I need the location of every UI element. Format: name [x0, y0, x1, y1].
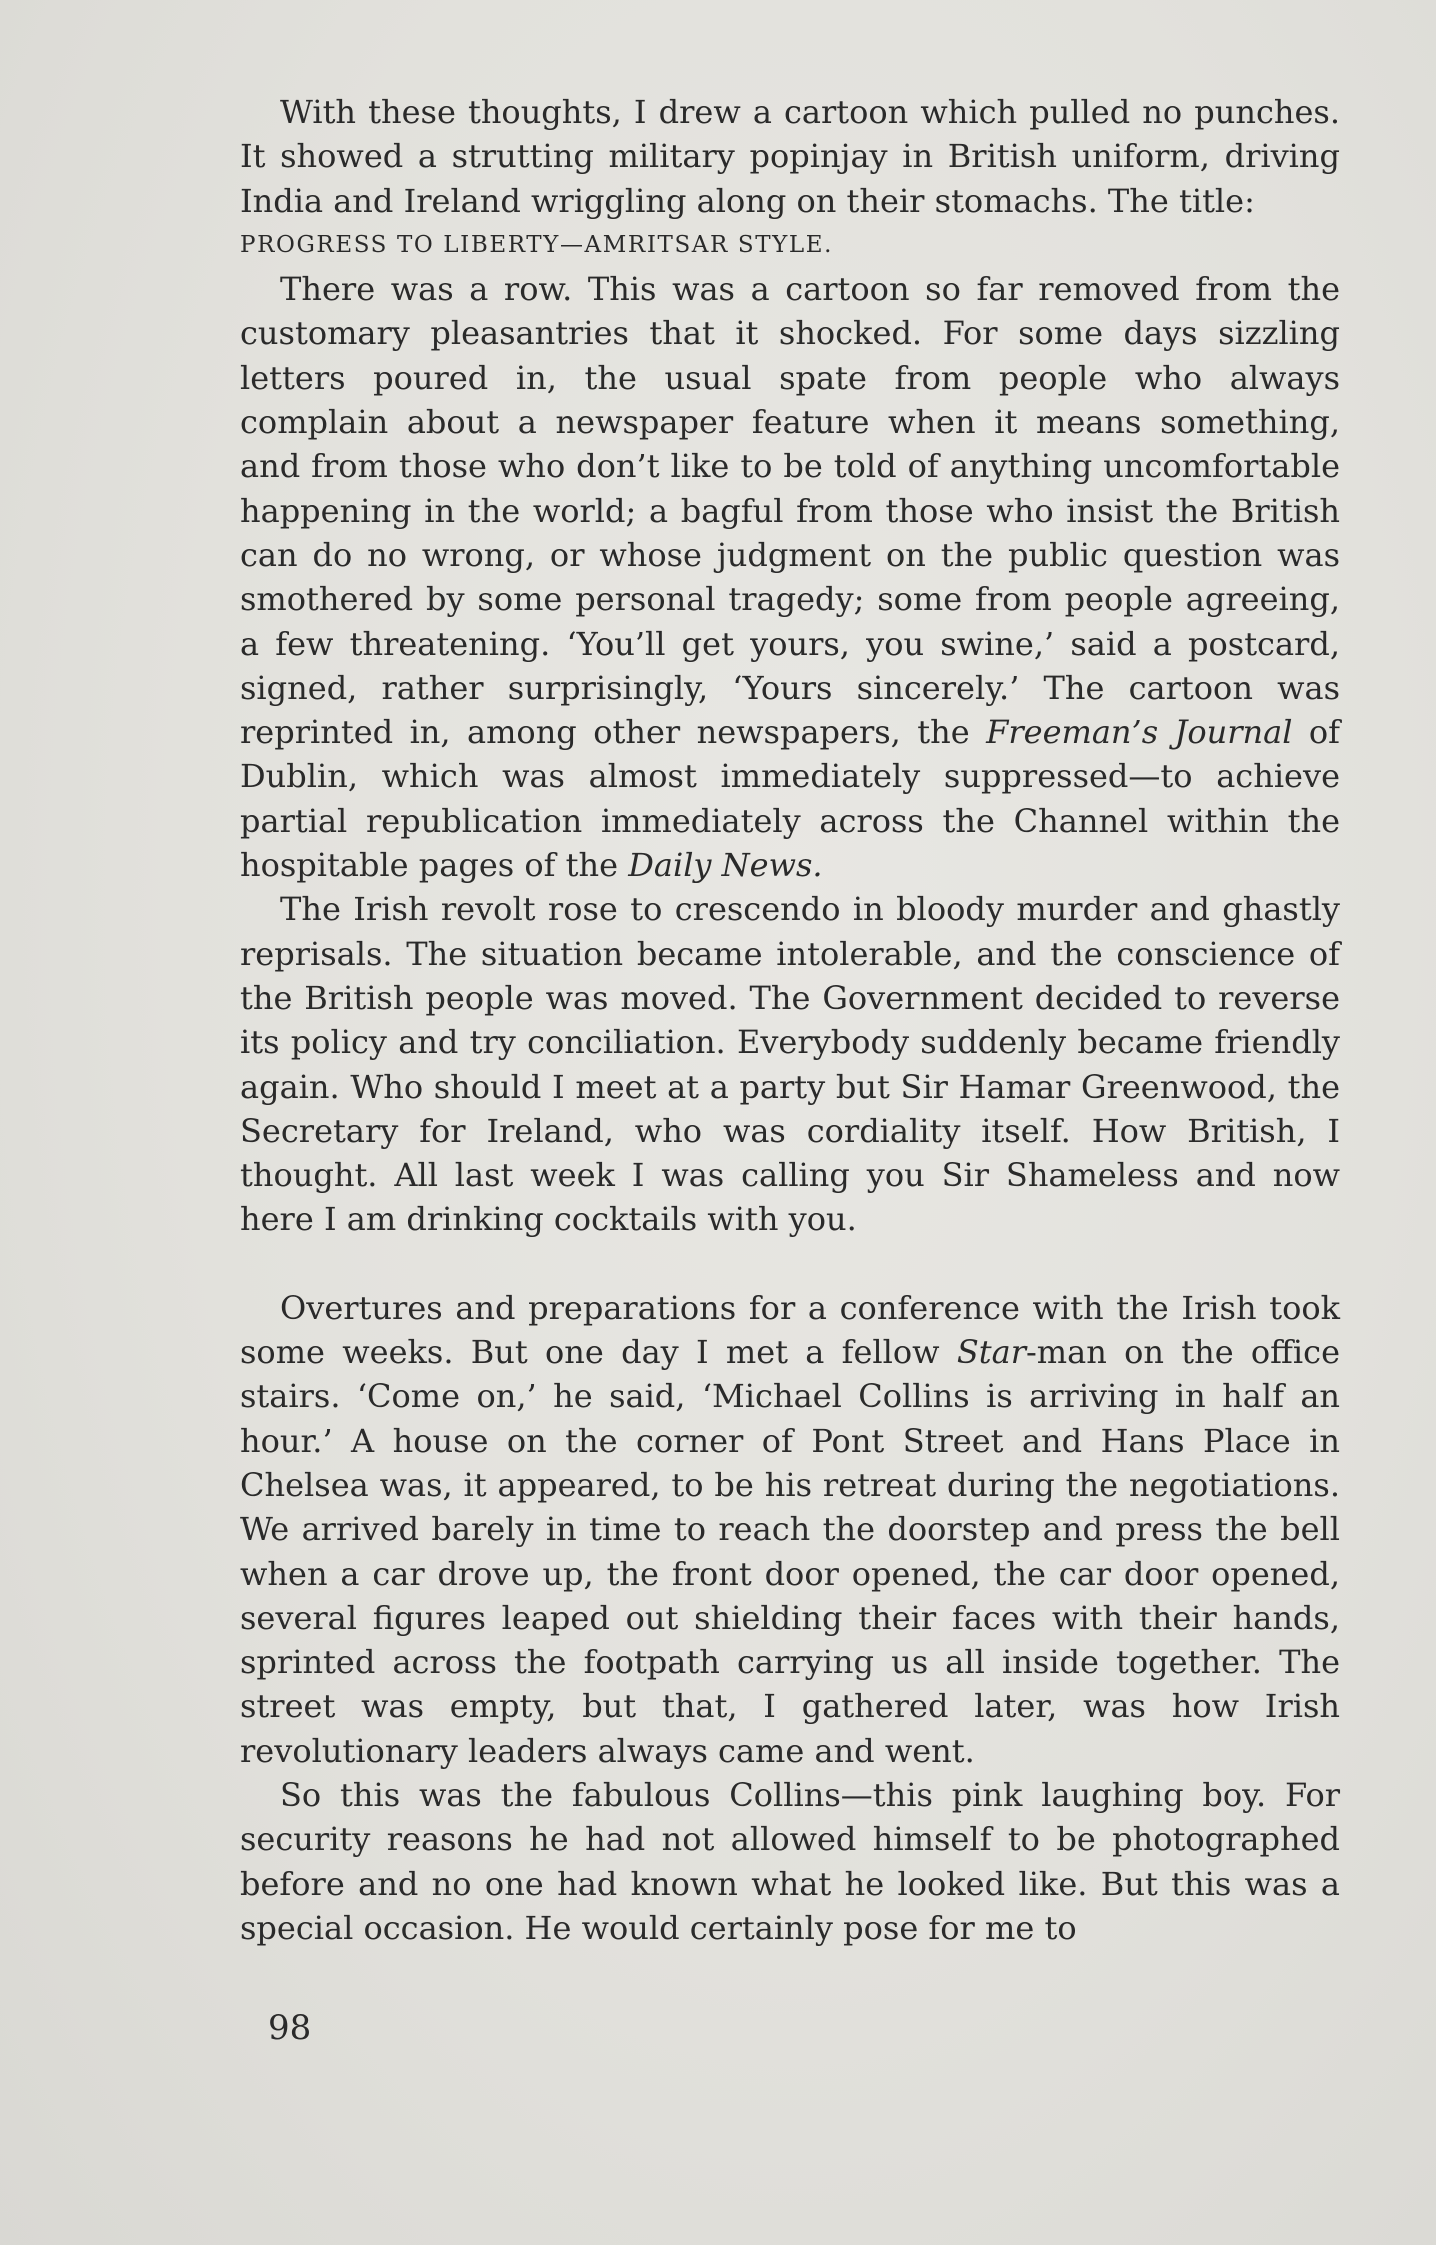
paragraph-text: There was a row. This was a cartoon so far removed from the customary pleasantries that it shocked. For some days sizzling letters poured in, the usual spate from people who always complain about a newspaper feature when it means something, and from those who don’t like to be told of anything uncomfortable happening in the world; a bagful from those who insist the British can do no wrong, or whose judgment on the public question was smothered by some personal tragedy; some from people agreeing, a few threatening. ‘You’ll get yours, you swine,’ said a postcard, signed, rather surprisingly, ‘Yours sincerely.’ The cartoon was reprinted in, among other newspapers, the [240, 270, 1340, 752]
newspaper-title: Daily News. [628, 846, 823, 885]
paragraph-text: -man on the office stairs. ‘Come on,’ he said, ‘Michael Collins is arriving in half an hour.’ A house on the corner of Pont Street and Hans Place in Chelsea was, it appeared, to be his retreat during the negotiations. We arrived barely in time to reach the doorstep and press the bell when a car drove up, the front door opened, the car door opened, several figures leaped out shielding their faces with their hands, sprinted across the footpath carrying us all inside together. The street was empty, but that, I gathered later, was how Irish revolutionary leaders always came and went. [240, 1333, 1341, 1770]
paragraph-cartoon [240, 90, 1340, 223]
section-break [240, 1242, 1340, 1286]
paragraph-collins [240, 1773, 1340, 1950]
paragraph-text: Overtures and preparations for a conference with the Irish took some weeks. But one day I met a fellow [240, 1288, 1340, 1372]
newspaper-title: Star [956, 1333, 1026, 1372]
paragraph-text: So this was the fabulous Collins—this pink laughing boy. For security reasons he had not allowed himself to be photographed before and no one had known what he looked like. But this was a special occasion. He would certainly pose for me to [240, 1775, 1340, 1947]
paragraph-irish-revolt [240, 887, 1340, 1241]
paragraph-text: of Dublin, which was almost immediately suppressed—to achieve partial republication immediately across the Channel within the hospitable pages of the [240, 713, 1341, 885]
newspaper-title: Freeman’s Journal [986, 713, 1293, 752]
paragraph-overtures [240, 1286, 1340, 1773]
paragraph-text: The Irish revolt rose to crescendo in bloody murder and ghastly reprisals. The situation became intolerable, and the conscience of the British people was moved. The Government decided to reverse its policy and try conciliation. Everybody suddenly became friendly again. Who should I meet at a party but Sir Hamar Greenwood, the Secretary for Ireland, who was cordiality itself. How British, I thought. All last week I was calling you Sir Shameless and now here I am drinking cocktails with you. [240, 890, 1340, 1239]
page-number: 98 [268, 2008, 312, 2048]
paragraph-text: With these thoughts, I drew a cartoon which pulled no punches. It showed a strutting military popinjay in British uniform, driving India and Ireland wriggling along on their stomachs. The title: [240, 93, 1340, 220]
body-text [240, 90, 1340, 1950]
paragraph-row [240, 267, 1340, 887]
cartoon-title: PROGRESS TO LIBERTY—AMRITSAR STYLE. [240, 231, 834, 258]
